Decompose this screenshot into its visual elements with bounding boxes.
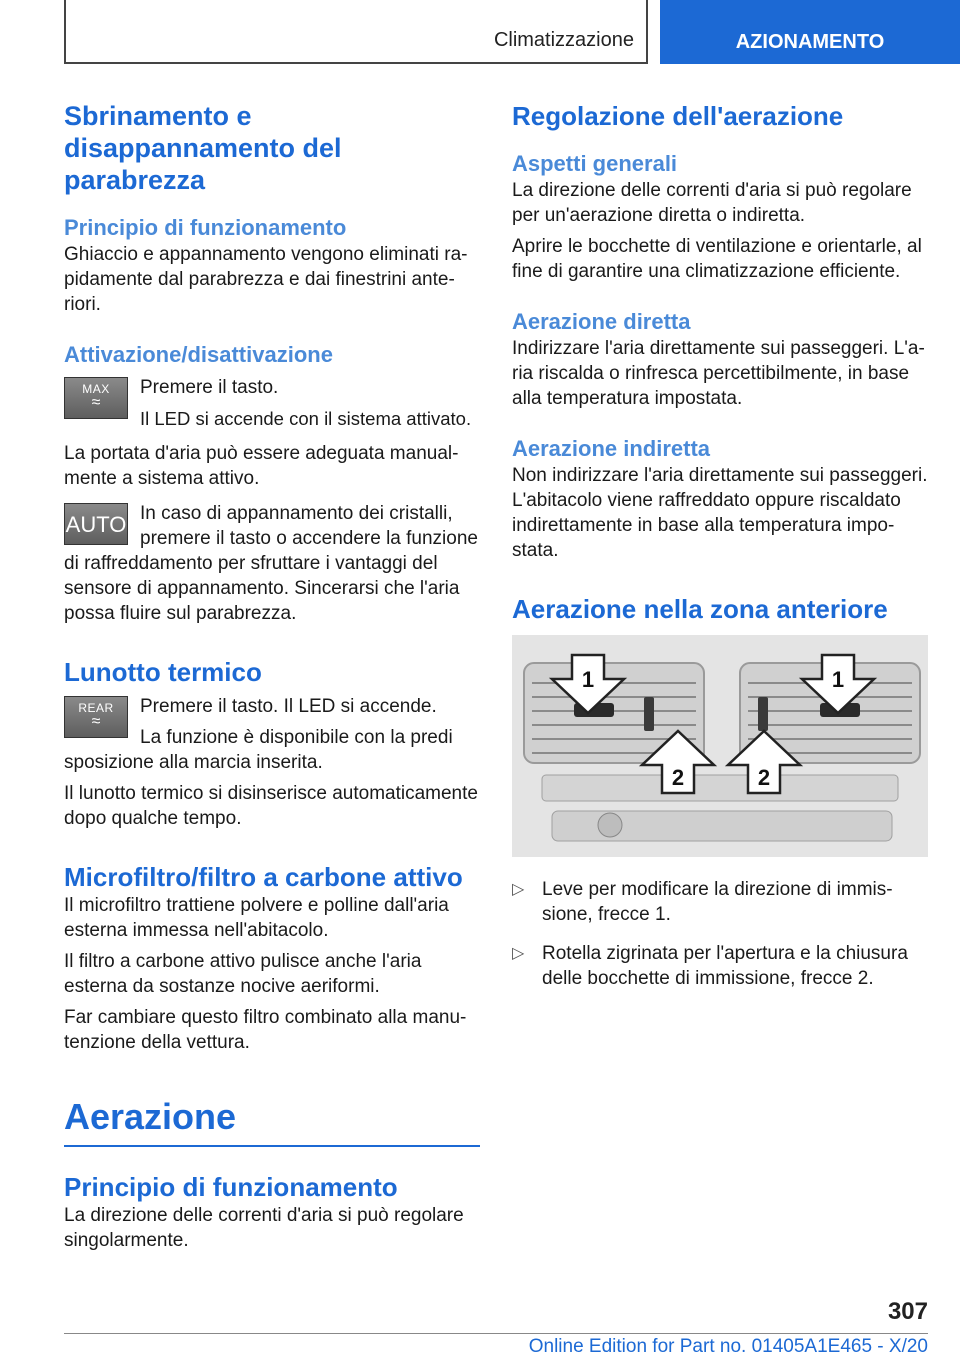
right-column — [512, 100, 928, 991]
left-column — [64, 100, 480, 1253]
max-button-row — [64, 375, 480, 431]
triangle-right-outline-icon: ▷ — [512, 945, 525, 962]
auto-button-icon — [64, 503, 128, 545]
text-aspetti-2: Aprire le bocchette di ventilazione e orientarle, al fine di garantire una climatizzazione efficiente. — [512, 236, 922, 282]
heading-principio-2: Principio di funzionamento — [64, 1172, 398, 1202]
fig-label-1-left: 1 — [581, 667, 595, 692]
text-diretta: Indirizzare l'aria direttamente sui passeggeri. L'aria riscalda o rinfresca percettibilmente, in base alla temperatura impostata. — [512, 338, 925, 409]
fig-label-2-left: 2 — [671, 765, 685, 790]
text-principio-1: Ghiaccio e appannamento vengono eliminati rapidamente dal parabrezza e dai finestrini anteriori. — [64, 244, 468, 315]
footer-divider — [64, 1333, 928, 1334]
fig-label-2-right: 2 — [757, 765, 771, 790]
auto-button-row — [64, 501, 480, 551]
rear-window-defrost-icon: ≈ — [91, 713, 101, 730]
text-micro-3: Far cambiare questo filtro combinato alla manutenzione della vettura. — [64, 1007, 467, 1053]
auto-text-indent: In caso di appannamento dei cristalli, premere il tasto o accendere la funzione — [140, 503, 478, 549]
heading-sbrinamento: Sbrinamento e disappannamento del parabrezza — [64, 101, 342, 195]
rear-icon-label: REAR — [78, 701, 114, 715]
rear-line-1: Premere il tasto. Il LED si accende. — [140, 696, 437, 717]
header-section-title: Climatizzazione — [493, 29, 634, 51]
auto-text-rest: di raffreddamento per sfruttare i vantaggi del sensore di appannamento. Sincerarsi che l'aria possa fluire sul parabrezza. — [64, 553, 460, 624]
text-lunotto-2: Il lunotto termico si disinserisce automaticamente dopo qualche tempo. — [64, 783, 478, 829]
rear-defrost-button-icon — [64, 696, 128, 738]
rear-line-2-rest: sposizione alla marcia inserita. — [64, 752, 323, 773]
text-micro-1: Il microfiltro trattiene polvere e polline dall'aria esterna immessa nell'abitacolo. — [64, 895, 449, 941]
triangle-right-outline-icon: ▷ — [512, 881, 525, 898]
page-number: 307 — [887, 1298, 928, 1325]
bullet-item-2 — [512, 941, 928, 991]
windscreen-defrost-icon: ≈ — [91, 394, 101, 411]
text-principio-2: La direzione delle correnti d'aria si può regolare singolarmente. — [64, 1205, 464, 1251]
heading-microfiltro: Microfiltro/filtro a carbone attivo — [64, 862, 463, 892]
fig-label-1-right: 1 — [831, 667, 845, 692]
heading-aspetti: Aspetti generali — [512, 151, 678, 176]
heading-lunotto: Lunotto termico — [64, 657, 262, 687]
vents-figure — [512, 635, 928, 857]
heading-attivazione: Attivazione/disattivazione — [64, 342, 333, 367]
header-chapter-tab[interactable]: AZIONAMENTO — [660, 0, 960, 64]
bullet-1-text: Leve per modificare la direzione di immissione, frecce 1. — [542, 879, 893, 925]
max-line-1: Premere il tasto. — [140, 377, 279, 398]
rear-button-row — [64, 694, 480, 750]
heading-indiretta: Aerazione indiretta — [512, 436, 711, 461]
max-line-2: Il LED si accende con il sistema attivato. — [140, 408, 472, 429]
heading-anteriore: Aerazione nella zona anteriore — [512, 594, 888, 624]
max-defrost-button-icon — [64, 377, 128, 419]
rear-line-2: La funzione è disponibile con la predi — [140, 727, 453, 748]
bullet-2-text: Rotella zigrinata per l'apertura e la chiusura delle bocchette di immissione, frecce 2. — [542, 943, 908, 989]
vents-illustration — [512, 635, 928, 857]
text-indiretta: Non indirizzare l'aria direttamente sui passeggeri. L'abitacolo viene raffreddato oppure riscaldato indirettamente in base alla temperatura impostata. — [512, 465, 928, 561]
heading-aerazione: Aerazione — [64, 1096, 237, 1137]
heading-regolazione: Regolazione dell'aerazione — [512, 101, 844, 131]
auto-icon-label: AUTO — [65, 512, 127, 537]
bullet-item-1 — [512, 877, 928, 927]
aerazione-divider — [64, 1145, 480, 1147]
text-aspetti-1: La direzione delle correnti d'aria si può regolare per un'aerazione diretta o indiretta. — [512, 180, 912, 226]
heading-principio-1: Principio di funzionamento — [64, 215, 347, 240]
header-box — [64, 0, 648, 64]
heading-diretta: Aerazione diretta — [512, 309, 691, 334]
max-icon-label: MAX — [82, 382, 110, 396]
edition-link[interactable]: Online Edition for Part no. 01405A1E465 - X/20 — [528, 1336, 928, 1357]
text-micro-2: Il filtro a carbone attivo pulisce anche l'aria esterna da sostanze nocive aeriformi. — [64, 951, 422, 997]
text-portata: La portata d'aria può essere adeguata manualmente a sistema attivo. — [64, 443, 459, 489]
